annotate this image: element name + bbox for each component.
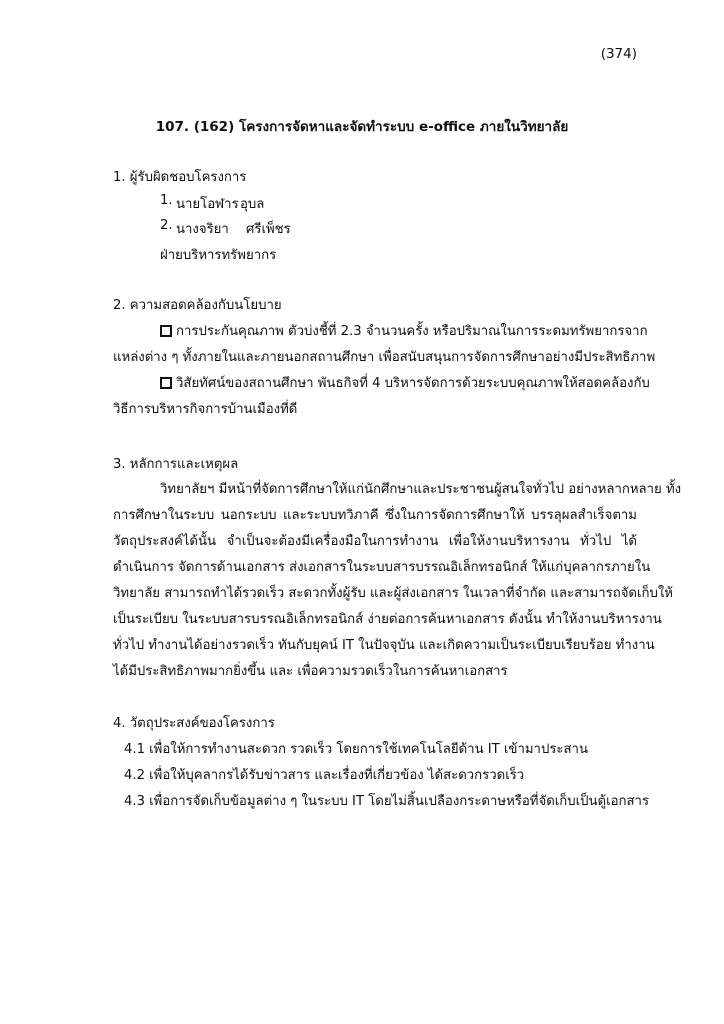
project-title: 107. (162) โครงการจัดหาและจัดทำระบบ e-office ภายในวิทยาลัย [155, 119, 569, 135]
rationale-line: วิทยาลัย สามารถทำได้รวดเร็ว สะดวกทั้งผู้รับ และผู้ส่งเอกสาร ในเวลาที่จำกัด และสามารถจัดเก็บให้ [113, 586, 673, 601]
rationale-line: ทั่วไป ทำงานได้อย่างรวดเร็ว ทันกับยุคน์ IT ในปัจจุบัน และเกิดความเป็นระเบียบเรียบร้อย ทำงาน [113, 638, 655, 653]
page-number: (374) [600, 46, 637, 62]
responsible-person-2: 2. นางจริยา ศรีเพ็ชร [160, 218, 291, 237]
section3-heading: 3. หลักการและเหตุผล [113, 457, 239, 472]
section1-heading: 1. ผู้รับผิดชอบโครงการ [113, 170, 247, 185]
checkbox-icon [160, 377, 172, 389]
objective-item: 4.3 เพื่อการจัดเก็บข้อมูลต่าง ๆ ในระบบ IT โดยไม่สิ้นเปลืองกระดาษหรือที่จัดเก็บเป็นตู้เอกสาร [124, 794, 650, 809]
policy-item-1: การประกันคุณภาพ ตัวบ่งชี้ที่ 2.3 จำนวนครั้ง หรือปริมาณในการระดมทรัพยากรจาก [160, 320, 637, 341]
rationale-line: วัตถุประสงค์ได้นั้น จำเป็นจะต้องมีเครื่องมือในการทำงาน เพื่อให้งานบริหารงาน ทั่วไป ได้ [113, 534, 637, 549]
rationale-line: ได้มีประสิทธิภาพมากยิ่งขึ้น และ เพื่อความรวดเร็วในการค้นหาเอกสาร [113, 664, 508, 679]
rationale-line: วิทยาลัยฯ มีหน้าที่จัดการศึกษาให้แก่นักศึกษาและประชาชนผู้สนใจทั่วไป อย่างหลากหลาย ทั้ง [160, 482, 682, 497]
section2-heading: 2. ความสอดคล้องกับนโยบาย [113, 298, 282, 313]
checkbox-icon [160, 325, 172, 337]
rationale-line: เป็นระเบียบ ในระบบสารบรรณอิเล็กทรอนิกส์ ง่ายต่อการค้นหาเอกสาร ดังนั้น ทำให้งานบริหารงาน [113, 612, 662, 627]
objective-item: 4.2 เพื่อให้บุคลากรได้รับข่าวสาร และเรื่องที่เกี่ยวข้อง ได้สะดวกรวดเร็ว [124, 768, 525, 783]
policy-item-1-cont: แหล่งต่าง ๆ ทั้งภายในและภายนอกสถานศึกษา เพื่อสนับสนุนการจัดการศึกษาอย่างมีประสิทธิภาพ [113, 350, 656, 365]
section4-heading: 4. วัตถุประสงค์ของโครงการ [113, 716, 275, 731]
objective-item: 4.1 เพื่อให้การทำงานสะดวก รวดเร็ว โดยการใช้เทคโนโลยีด้าน IT เข้ามาประสาน [124, 742, 588, 757]
responsible-person-1: 1. นายโอฬาร อุบล [160, 193, 265, 212]
rationale-line: ดำเนินการ จัดการด้านเอกสาร ส่งเอกสารในระบบสารบรรณอิเล็กทรอนิกส์ ให้แก่บุคลากรภายใน [113, 560, 651, 575]
policy-item-2: วิสัยทัศน์ของสถานศึกษา พันธกิจที่ 4 บริหารจัดการด้วยระบบคุณภาพให้สอดคล้องกับ [160, 372, 637, 393]
policy-item-2-cont: วิธีการบริหารกิจการบ้านเมืองที่ดี [113, 402, 298, 417]
rationale-line: การศึกษาในระบบ นอกระบบ และระบบทวิภาคี ซึ่งในการจัดการศึกษาให้ บรรลุผลสำเร็จตาม [113, 508, 637, 523]
department: ฝ่ายบริหารทรัพยากร [160, 248, 277, 263]
